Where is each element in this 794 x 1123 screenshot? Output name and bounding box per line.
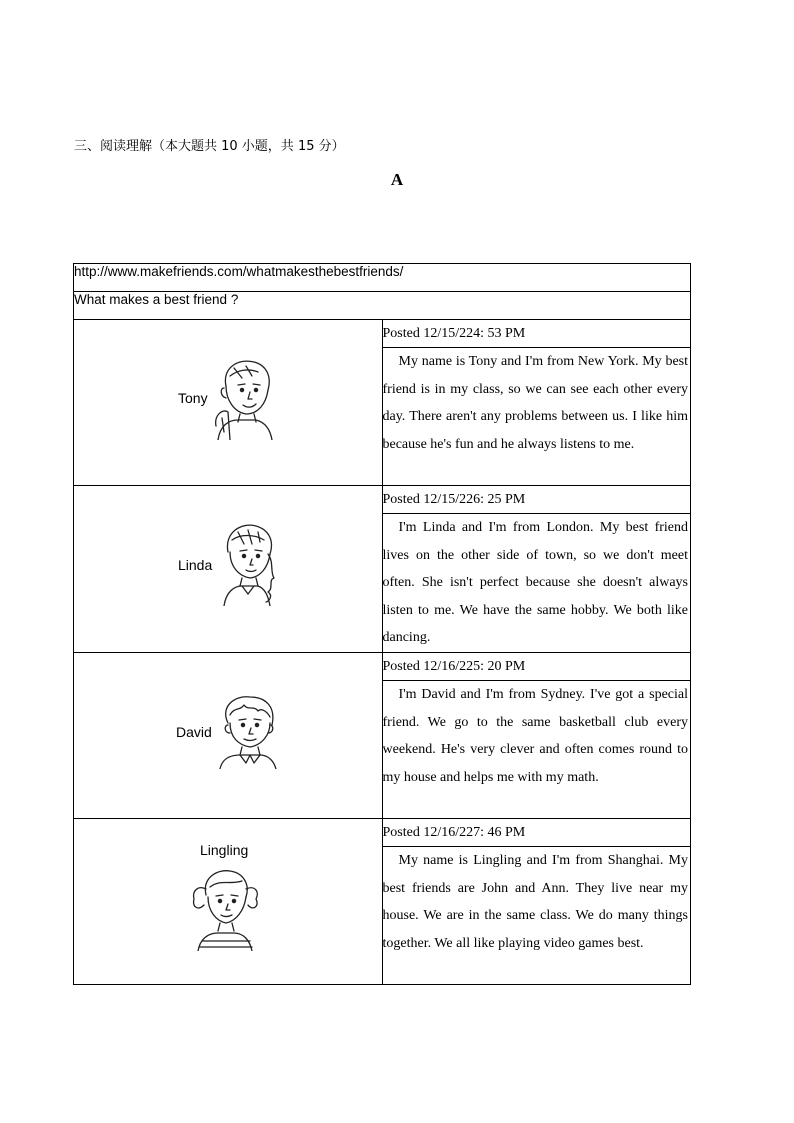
person-cell — [74, 320, 383, 486]
posted-timestamp: Posted 12/16/227: 46 PM — [383, 819, 691, 847]
posted-timestamp: Posted 12/16/225: 20 PM — [383, 653, 691, 681]
post-cell — [382, 818, 691, 984]
post-cell — [382, 652, 691, 818]
post-row — [74, 320, 691, 486]
boy-with-backpack-portrait-icon — [212, 356, 278, 440]
person-cell — [74, 818, 383, 984]
part-title: A — [390, 170, 404, 189]
person-name: Lingling — [200, 841, 249, 858]
post-text: My name is Lingling and I'm from Shanghai. My best friends are John and Ann. They live near my house. We are in the same class. We do many things together. We all like playing video games best. — [382, 852, 688, 951]
post-text: My name is Tony and I'm from New York. My best friend is in my class, so we can see each other every day. There aren't any problems between us. I like him because he's fun and he always listens to me. — [382, 354, 688, 452]
posted-timestamp: Posted 12/15/226: 25 PM — [383, 486, 691, 514]
person-cell — [74, 486, 383, 653]
forum-table — [73, 263, 691, 985]
url-cell[interactable]: http://www.makefriends.com/whatmakesthebestfriends/ — [74, 264, 691, 292]
post-text: I'm Linda and I'm from London. My best friend lives on the other side of town, so we don't meet often. She isn't perfect because she doesn't always listen to me. We have the same hobby. We both like dancing. — [382, 520, 688, 646]
question-cell: What makes a best friend ? — [74, 292, 691, 320]
person-cell — [74, 652, 383, 818]
girl-with-pigtails-portrait-icon — [190, 867, 260, 951]
post-cell — [382, 320, 691, 486]
post-row — [74, 486, 691, 653]
boy-portrait-icon — [216, 693, 280, 769]
person-name: David — [176, 723, 212, 740]
post-row — [74, 818, 691, 984]
girl-with-braid-portrait-icon — [218, 522, 280, 606]
posted-timestamp: Posted 12/15/224: 53 PM — [383, 320, 691, 348]
person-name: Linda — [178, 557, 213, 573]
post-text: I'm David and I'm from Sydney. I've got a special friend. We go to the same basketball club every weekend. He's very clever and often comes round to my house and helps me with my math. — [382, 686, 688, 785]
post-row — [74, 652, 691, 818]
person-name: Tony — [178, 390, 208, 406]
section-heading: 三、阅读理解（本大题共 10 小题，共 15 分） — [74, 139, 345, 154]
post-cell — [382, 486, 691, 653]
